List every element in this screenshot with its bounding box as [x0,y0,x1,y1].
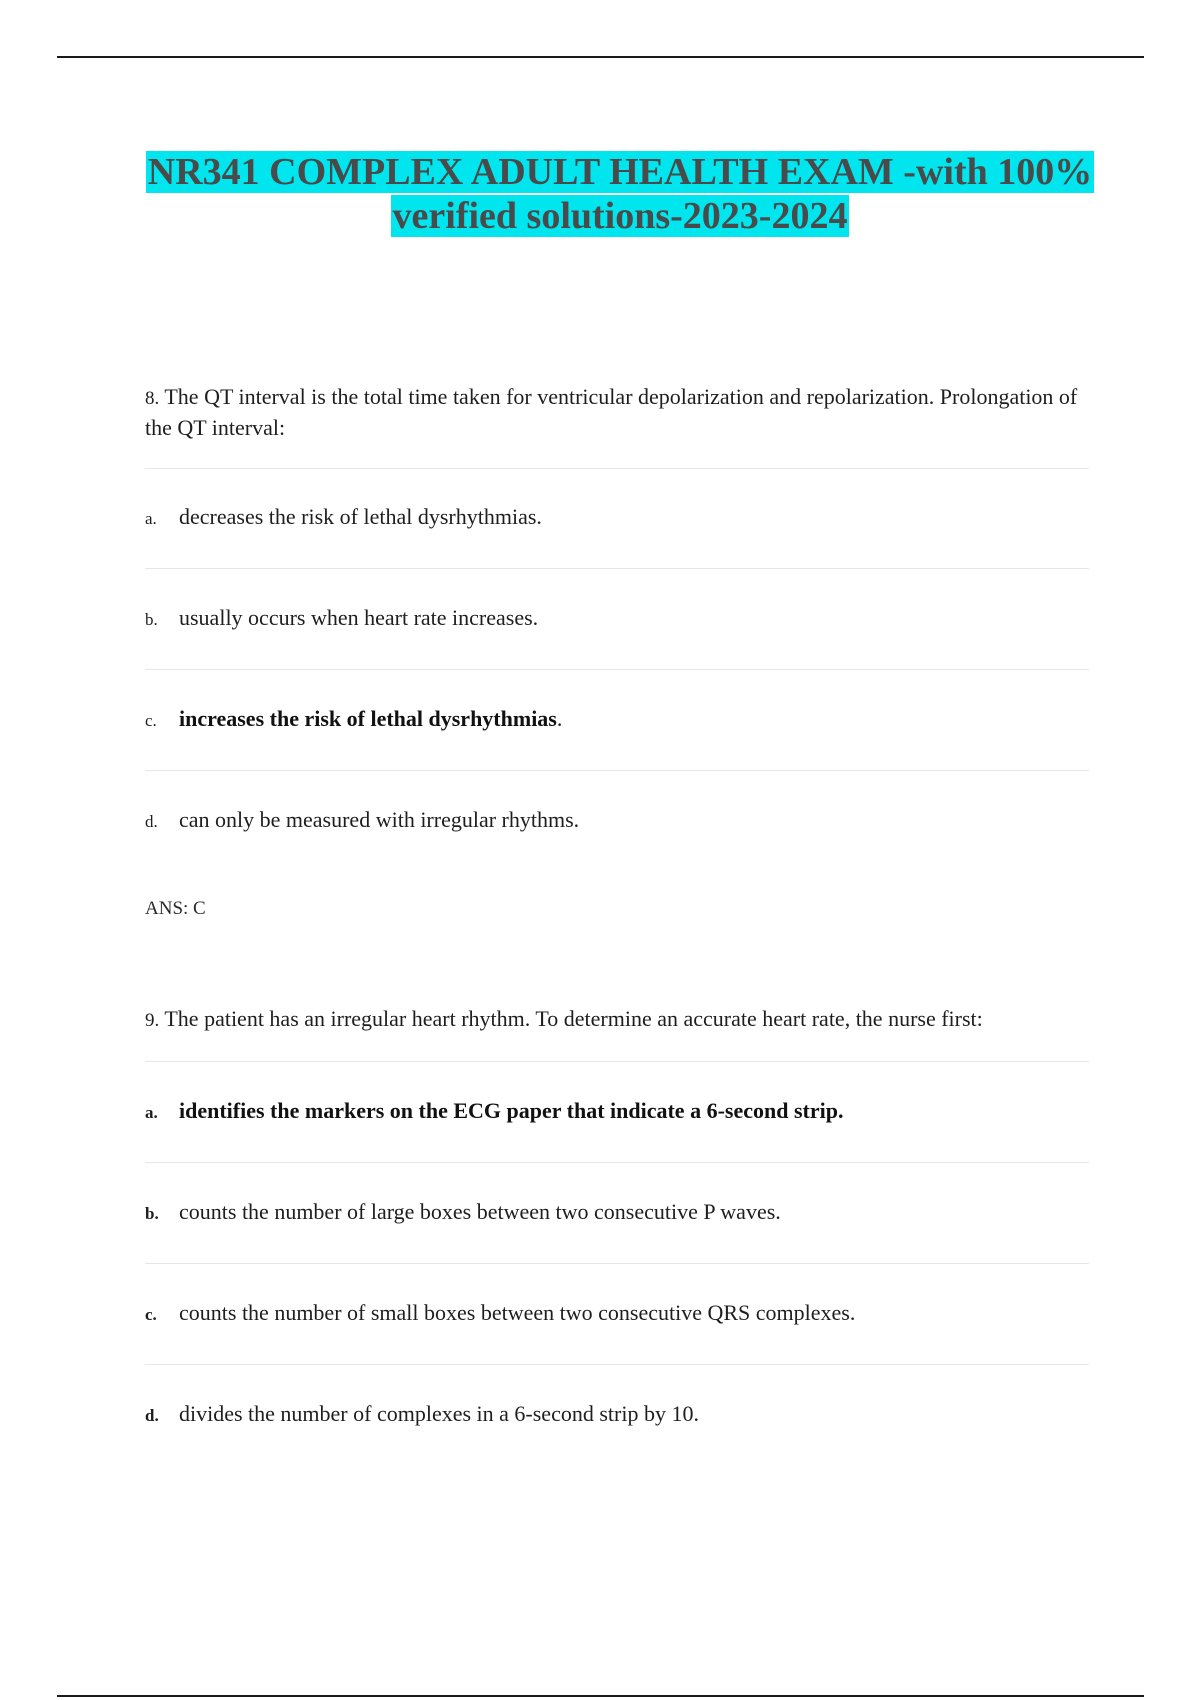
option-letter: b. [145,1204,159,1223]
option-text: decreases the risk of lethal dysrhythmias. [179,504,542,529]
question-text: The QT interval is the total time taken for ventricular depolarization and repolarization. Prolongation of the QT interval: [145,384,1078,440]
divider [145,1263,1089,1264]
option-letter: a. [145,1103,158,1122]
question-text: The patient has an irregular heart rhythm. To determine an accurate heart rate, the nurse first: [164,1006,983,1031]
option-letter: c. [145,711,157,730]
divider [145,1162,1089,1163]
divider [145,669,1089,670]
option-text: can only be measured with irregular rhythms. [179,807,580,832]
document-title [140,150,1100,238]
option-a-correct [145,1096,1095,1127]
title-line-1: NR341 COMPLEX ADULT HEALTH EXAM -with 100% [147,151,1093,193]
divider [145,468,1089,469]
question-8 [145,382,1095,442]
divider [145,1061,1089,1062]
divider [145,770,1089,771]
option-a [145,502,1095,533]
option-d [145,1399,1095,1430]
option-letter: a. [145,509,157,528]
option-text: usually occurs when heart rate increases. [179,605,539,630]
option-text: identifies the markers on the ECG paper that indicate a 6-second strip. [179,1098,844,1123]
top-rule [57,56,1144,58]
bottom-rule [57,1695,1144,1697]
question-number: 8. [145,388,160,409]
answer-label: ANS: C [145,898,206,919]
option-letter: b. [145,610,158,629]
question-number: 9. [145,1010,160,1031]
divider [145,1364,1089,1365]
question-9 [145,1004,1095,1035]
title-line-2: verified solutions-2023-2024 [392,195,848,237]
option-d [145,805,1095,836]
option-text: counts the number of large boxes between two consecutive P waves. [179,1199,781,1224]
option-text: increases the risk of lethal dysrhythmias [179,706,557,731]
option-letter: d. [145,812,158,831]
divider [145,568,1089,569]
option-text: divides the number of complexes in a 6-second strip by 10. [179,1401,699,1426]
option-letter: d. [145,1406,159,1425]
option-b [145,603,1095,634]
option-c [145,1298,1095,1329]
option-text: counts the number of small boxes between two consecutive QRS complexes. [179,1300,856,1325]
option-letter: c. [145,1305,157,1324]
option-c-correct: c. increases the risk of lethal dysrhythmias. [145,704,1095,735]
option-b [145,1197,1095,1228]
